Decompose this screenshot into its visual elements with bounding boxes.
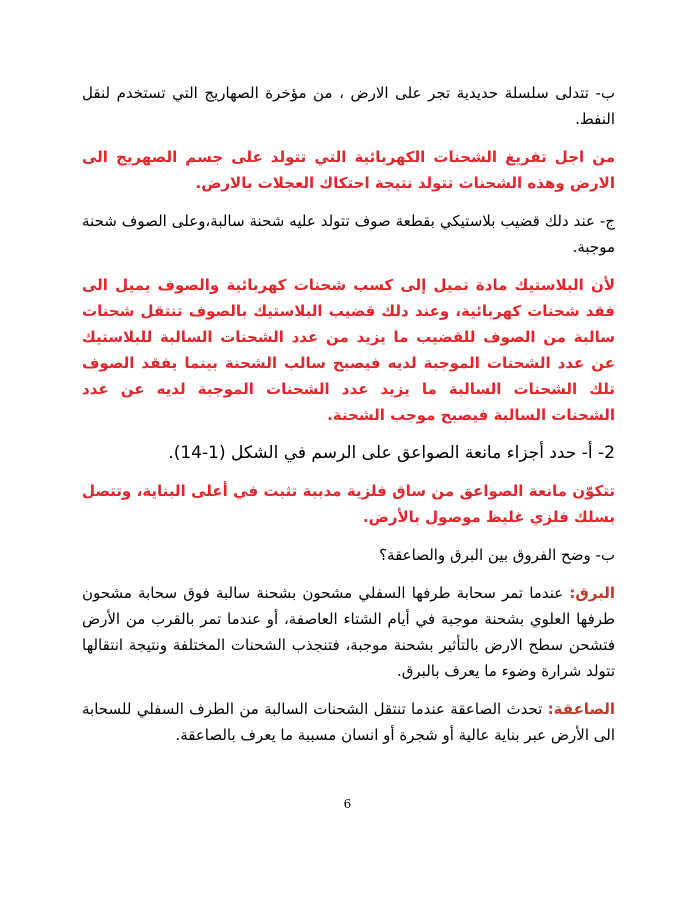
question-c-plastic-rod: ج- عند دلك قضيب بلاستيكي بقطعة صوف تتولد عليه شحنة سالبة،وعلى الصوف شحنة موجبة. [82,212,615,256]
question-b-iron-chain: ب- تتدلى سلسلة حديدية تجر على الارض ، من مؤخرة الصهاريج التي تستخدم لنقل النفط. [82,84,615,128]
answer-lightning-rod: تتكوّن مانعة الصواعق من ساق فلزية مدببة تثبت في أعلى البناية، وتتصل بسلك فلزي غليظ موصول بالأرض. [82,482,615,526]
page-number: 6 [343,797,352,811]
answer-plastic-rod: لأن البلاستيك مادة تميل إلى كسب شحنات كهربائية والصوف يميل الى فقد شحنات كهربائية، وعند دلك قضيب البلاستيك بالصوف تنتقل شحنات سالبة من الصوف للقضيب ما يزيد من عدد الشحنات السالبة للبلاستيك عن عدد الشحنات الموجبة لديه فيصبح سالب الشحنة بينما يفقد الصوف تلك الشحنات السالبة ما يزيد عدد الشحنات الموجبة لديه عن عدد الشحنات السالبة فيصبح موجب الشحنة. [82,276,615,424]
answer-iron-chain: من اجل تفريغ الشحنات الكهربائية التي تتولد على جسم الصهريج الى الارض وهذه الشحنات تتولد نتيجة احتكاك العجلات بالارض. [82,148,615,192]
lightning-text: عندما تمر سحابة طرفها السفلي مشحون بشحنة سالبة فوق سحابة مشحون طرفها العلوي بشحنة موجبة في أيام الشتاء العاصفة، أو عندما تمر بالقرب من الأرض فتشحن سطح الارض بالتأثير بشحنة موجبة، فتنجذب الشحنات المختلفة ونتيجة انتقالها تتولد شرارة وضوء ما يعرف بالبرق. [82,584,615,680]
lightning-term: البرق: [569,584,615,602]
thunderbolt-text: تحدث الصاعقة عندما تنتقل الشحنات السالبة من الطرف السفلي للسحابة الى الأرض عبر بناية عالية أو شجرة أو انسان مسببة ما يعرف بالصاعقة. [82,700,615,744]
question-2b-differences: ب- وضح الفروق بين البرق والصاعقة؟ [379,546,615,564]
question-2a-lightning-rod: 2- أ- حدد أجزاء مانعة الصواعق على الرسم في الشكل (1-14). [168,443,615,463]
thunderbolt-term: الصاعقة: [547,700,615,718]
thunderbolt-definition [82,696,615,748]
document-page [82,80,615,760]
lightning-definition [82,580,615,684]
